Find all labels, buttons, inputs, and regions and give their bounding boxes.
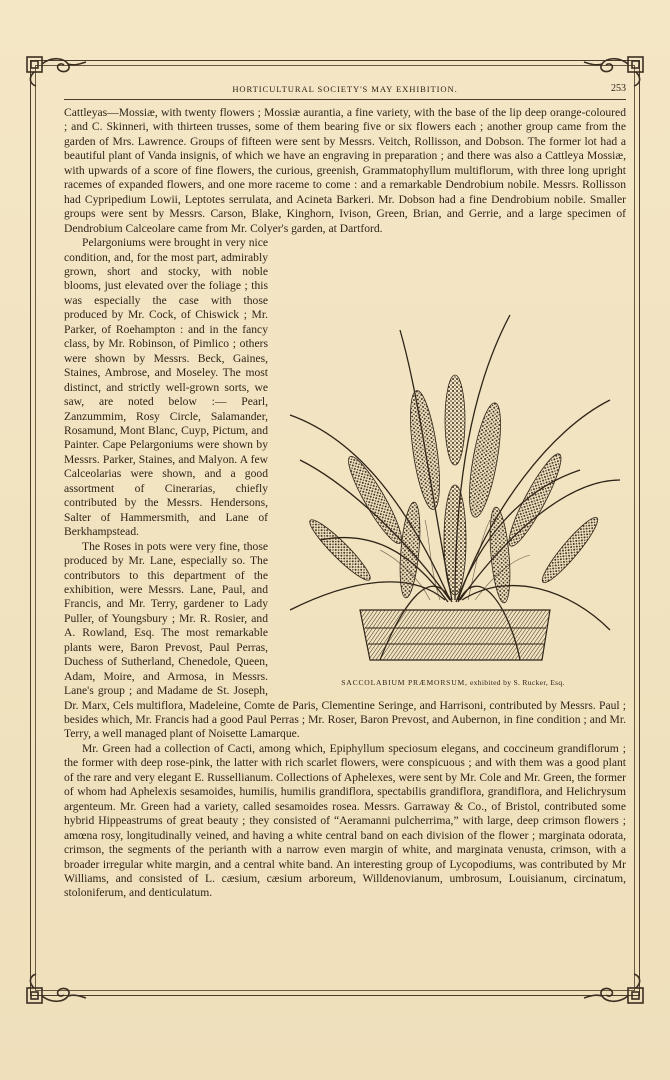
scroll-corner-ornament-icon — [582, 972, 646, 1006]
caption-plant-name: SACCOLABIUM PRÆMORSUM, — [341, 678, 468, 688]
orchid-engraving-icon — [280, 310, 626, 670]
caption-exhibitor: exhibited by S. Rucker, Esq. — [467, 678, 565, 688]
plant-illustration — [280, 310, 626, 693]
page-number: 253 — [611, 83, 626, 94]
paragraph-cacti: Mr. Green had a collection of Cacti, among which, Epiphyllum speciosum elegans, and coccineum grandiflorum ; the former with deep rose-pink, the latter with rich scarlet flowers, were conspicuous ; and with them was a good plant of the rare and very elegant E. Russellianum. Collections of Aphelexes, were sent by Mr. Cole and Mr. Green, the former of whom had Aphelexis sesamoides, humilis, humilis grandiflora, spectabilis grandiflora, grandiflora, and Helichrysum argenteum. Mr. Green had a variety, called sesamoides rosea. Messrs. Garraway & Co., of Bristol, contributed some hybrid Hippeastrums of great beauty ; they consisted of “Aeramanni pulcherrima,” with large, deep crimson flowers ; amœna rosy, longitudinally veined, and having a white central band on each division of the flower ; marginata odorata, crimson, the segments of the perianth with a narrow even margin of white, and marginata venusta, crimson, with a broader irregular white margin, and a central white band. An interesting group of Lycopodiums, was contributed by Mr Williams, and consisted of L. cæsium, cæsium arboreum, Willdenovianum, umbrosum, Louisianum, circinatum, stoloniferum, and denticulatum. — [64, 741, 626, 900]
header-rule — [64, 99, 626, 100]
scroll-corner-ornament-icon — [24, 972, 88, 1006]
illustration-caption — [280, 676, 626, 690]
paragraph-roses: The Roses in pots were very fine, those produced by Mr. Lane, especially so. The contributors to this department of the exhibition, were Messrs. Lane, Paul, and Francis, and Mr. Terry, gardener to Lady Puller, of Youngsbury ; Mr. R. Rosier, and A. Rowland, Esq. The most remarkable plants were, Baron Prevost, Paul Perras, Duchess of Sutherland, Chenedole, Queen, Adam, Moire, and Armosa, in Messrs. Lane's group ; and Madame de St. Joseph, Dr. Marx, Cels multiflora, Madeleine, Comte de Paris, Clementine Seringe, and Harrisoni, contributed by Messrs. Paul ; besides which, Mr. Francis had a good Paul Perras ; Mr. Roser, Baron Prevost, and Aubernon, in fine condition ; and Mr. Terry, a well managed plant of Noisette Lamarque. — [64, 539, 626, 741]
running-head: HORTICULTURAL SOCIETY'S MAY EXHIBITION. — [232, 84, 458, 94]
paragraph-pelargoniums: Pelargoniums were brought in very nice condition, and, for the most part, admirably grown, short and stocky, with noble blooms, just elevated over the foliage ; this was especially the case with those produced by Mr. Cock, of Chiswick ; Mr. Parker, of Roehampton : and in the fancy class, by Mr. Robinson, of Pimlico ; others were shown by Messrs. Beck, Gaines, Staines, Ambrose, and Moseley. The most distinct, and strictly well-grown sorts, we saw, are noted below :— Pearl, Zanzummim, Rosy Circle, Salamander, Rosamund, Mont Blanc, Cuyp, Pictum, and Painter. Cape Pelargoniums were shown by Messrs. Parker, Staines, and Malyon. A few Calceolarias were shown, and a good assortment of Cinerarias, chiefly contributed by the Messrs. Hendersons, Salter of Hammersmith, and Lane of Berkhampstead. — [64, 236, 268, 539]
paragraph-cattleyas: Cattleyas—Mossiæ, with twenty flowers ; Mossiæ aurantia, a fine variety, with the base of the lip deep orange-coloured ; and C. Skinneri, with thirteen trusses, some of them bearing five or six flowers each ; another group came from the garden of Mrs. Lawrence. Groups of fifteen were sent by Messrs. Veitch, Rollisson, and Dobson. The former lot had a beautiful plant of Vanda insignis, of which we have an engraving in preparation ; and there was also a Cattleya Mossiæ, with upwards of a score of fine flowers, the curious, greenish, Grammatophyllum multiflorum, with three long upright racemes of expanded flowers, and one more raceme to come : and a remarkable Dendrobium nobile. Messrs. Rollisson had Cypripedium Lowii, Leptotes serrulata, and Acineta Barkeri. Mr. Dobson had a fine Dendrobium nobile. Smaller groups were sent by Messrs. Carson, Blake, Kinghorn, Ivison, Green, Brian, and Gerrie, and a large specimen of Dendrobium Calceolare came from Mr. Colyer's garden, at Dartford. — [64, 106, 626, 235]
page-header — [64, 80, 626, 98]
article-body — [64, 106, 626, 901]
